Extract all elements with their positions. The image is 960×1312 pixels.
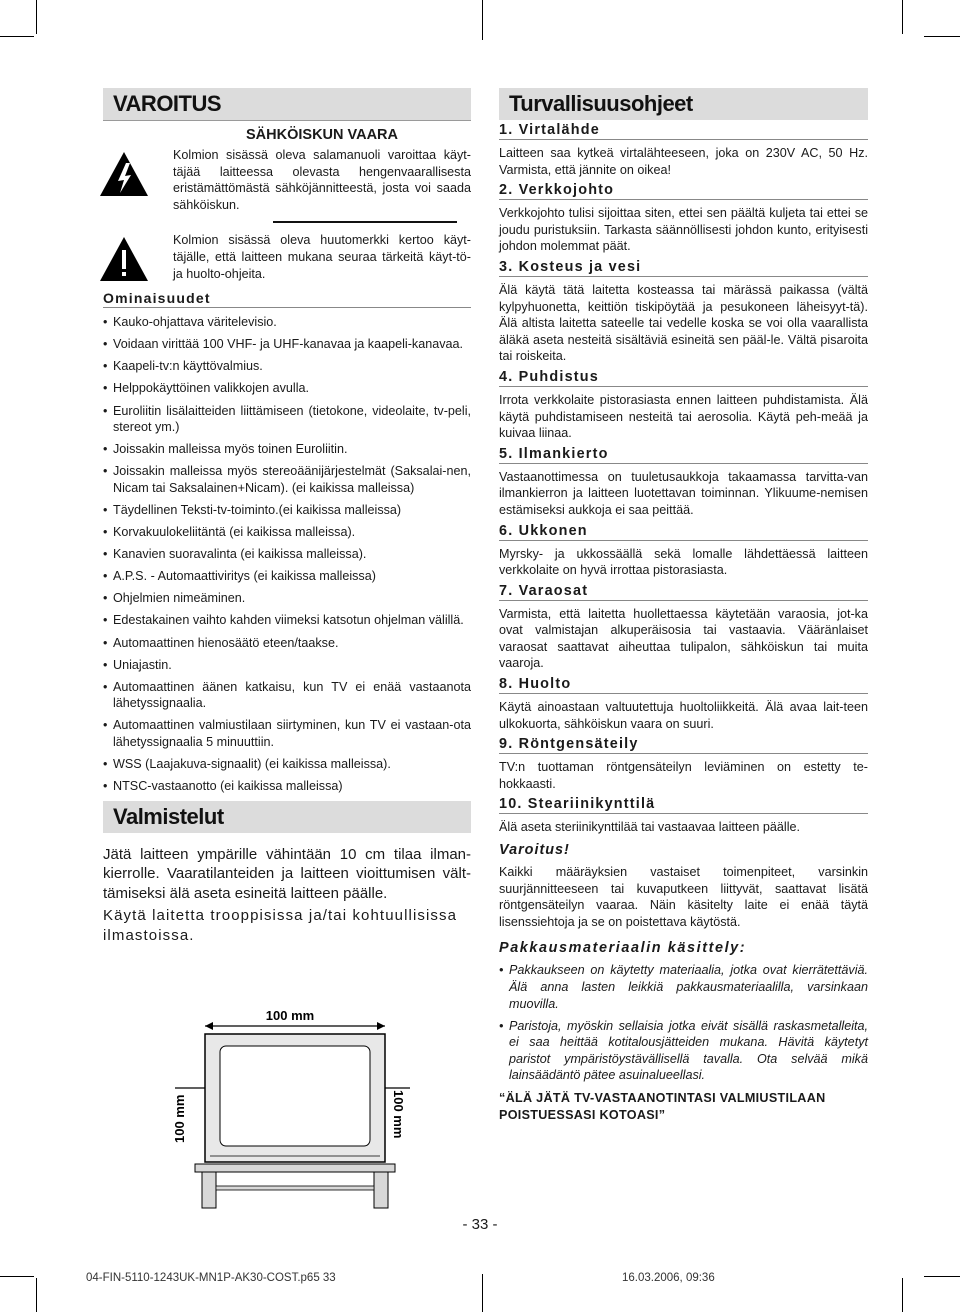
feature-item: • Ohjelmien nimeäminen.: [103, 590, 471, 607]
footer-date: 16.03.2006, 09:36: [622, 1272, 715, 1284]
preparation-text: Jätä laitteen ympärille vähintään 10 cm tilaa ilman-kierrolle. Vaaratilanteiden ja laitteen vioittumisen vält-tämiseksi älä aseta esineitä laitteen päälle.: [103, 845, 471, 902]
feature-item: • WSS (Laajakuva-signaalit) (ei kaikissa malleissa).: [103, 756, 471, 773]
varoitus-title: VAROITUS: [113, 91, 222, 116]
arrow-right-icon: [377, 1022, 385, 1030]
stand-shelf: [216, 1186, 374, 1190]
safety-section-heading: 6. Ukkonen: [499, 523, 868, 541]
stand-top: [195, 1164, 395, 1172]
crop-mark: [924, 1276, 960, 1277]
safety-section-text: Varmista, että laitetta huollettaessa käytetään varaosia, jot-ka ovat valmistajan alkuperäisosia tai vastaavia. Vääränlaiset varaosat saattavat aiheuttaa tulipalon, sähköiskun tai muita vaaroja.: [499, 606, 868, 671]
pakkaus-heading: Pakkausmateriaalin käsittely:: [499, 940, 747, 957]
feature-item: • Kauko-ohjattava väritelevisio.: [103, 314, 471, 331]
footer-filename: 04-FIN-5110-1243UK-MN1P-AK30-COST.p65 33: [86, 1272, 336, 1284]
safety-section-heading: 1. Virtalähde: [499, 122, 868, 140]
crop-mark: [36, 0, 37, 34]
feature-item: • Automaattinen hienosäätö eteen/taakse.: [103, 635, 471, 652]
safety-section-heading: 4. Puhdistus: [499, 369, 868, 387]
feature-item: • Korvakuulokeliitäntä (ei kaikissa malleissa).: [103, 524, 471, 541]
lightning-warning-text: Kolmion sisässä oleva salamanuoli varoittaa käyt-täjää laitteessa olevasta hengenvaarallisesta eristämättömästä sähköjännitteestä, josta voi saada sähköiskun.: [173, 148, 471, 212]
lightning-warning: [103, 147, 471, 213]
safety-section-text: Älä käytä tätä laitetta kosteassa tai märässä paikassa (vältä kylpyhuonetta, keittiön tiskipöytää ja pesukoneen läheisyyt-tä). Älä altista laitetta sateelle tai vedelle koska se voi olla vaarallista äläkä aseta nesteitä sisältäviä esineitä sen pääl-le. Vältä pisaroita tai roiskeita.: [499, 282, 868, 364]
safety-section-text: Verkkojohto tulisi sijoittaa siten, ettei sen päältä kuljeta tai ettei se joudu puristuksiin. Tarkasta säännöllisesti johdon kunto, erityisesti johdon molemmat päät.: [499, 206, 868, 254]
top-clearance-label: 100 mm: [265, 1008, 315, 1023]
safety-section-heading: 9. Röntgensäteily: [499, 736, 868, 754]
crop-mark: [482, 0, 483, 40]
crop-mark: [0, 36, 34, 37]
features-list: [103, 314, 471, 795]
right-clearance-label: 100 mm: [391, 1090, 406, 1139]
exclamation-warning: [103, 232, 471, 282]
right-column: [499, 88, 868, 1123]
safety-section-heading: 10. Steariinikynttilä: [499, 796, 868, 814]
stand-leg: [202, 1172, 216, 1208]
exclamation-triangle-icon: [99, 236, 149, 282]
feature-item: • Helppokäyttöinen valikkojen avulla.: [103, 380, 471, 397]
crop-mark: [902, 0, 903, 34]
tv-screen: [220, 1046, 370, 1146]
safety-section-heading: 7. Varaosat: [499, 583, 868, 601]
left-column: [103, 88, 471, 945]
crop-mark: [0, 1276, 34, 1277]
feature-item: • Automaattinen äänen katkaisu, kun TV ei enää vastaanota lähetyssignaalia.: [103, 679, 471, 712]
climate-text: Käytä laitetta trooppisissa ja/tai kohtuullisissa ilmastoissa.: [103, 907, 458, 944]
safety-section-text: Myrsky- ja ukkossäällä sekä lomalle lähdettäessä laitteen verkkolaite on hyvä irrottaa pistorasiasta.: [499, 546, 868, 578]
pakkaus-list: [499, 962, 868, 1084]
feature-item: • Joissakin malleissa myös toinen Euroliitin.: [103, 441, 471, 458]
feature-item: • Automaattinen valmiustilaan siirtyminen, kun TV ei vastaan-ota lähetyssignaalia 5 minuuttiin.: [103, 717, 471, 750]
feature-item: • Voidaan virittää 100 VHF- ja UHF-kanavaa ja kaapeli-kanavaa.: [103, 336, 471, 353]
features-heading: Ominaisuudet: [103, 290, 471, 308]
safety-sections: [499, 122, 868, 836]
safety-section-text: Älä aseta steriinikynttilää tai vastaavaa laitteen päälle.: [499, 820, 801, 835]
left-clearance-label: 100 mm: [172, 1094, 187, 1143]
crop-mark: [36, 1278, 37, 1312]
feature-item: • Täydellinen Teksti-tv-toiminto.(ei kaikissa malleissa): [103, 502, 471, 519]
safety-section-text: Laitteen saa kytkeä virtalähteeseen, joka on 230V AC, 50 Hz. Varmista, että jännite on oikea!: [499, 146, 868, 177]
safety-section-text: Vastaanottimessa on tuuletusaukkoja takaamassa tarvitta-van ilmankierron ja laitteen luotettavan toiminnan. Ylikuume-nemisen estämiseksi aukkoja ei saa peittää.: [499, 469, 868, 517]
divider: [273, 221, 457, 223]
safety-section-heading: 5. Ilmankierto: [499, 446, 868, 464]
crop-mark: [924, 36, 960, 37]
feature-item: • Kaapeli-tv:n käyttövalmius.: [103, 358, 471, 375]
varoitus-banner: [103, 88, 471, 121]
turvallisuus-title: Turvallisuusohjeet: [509, 91, 693, 116]
safety-section-heading: 2. Verkkojohto: [499, 182, 868, 200]
varoitus-text: Kaikki määräyksien vastaiset toimenpiteet, varsinkin suurjännitteeseen tai kuvaputkeen liittyvät, saattavat lisätä röntgensäteilyn vaaraa. Näin käsitelty laite ei enää täytä lisenssiehtoja ja se on poistettava käytöstä.: [499, 865, 868, 929]
tv-clearance-diagram: [160, 998, 420, 1210]
crop-mark: [482, 1274, 483, 1312]
exclamation-warning-text: Kolmion sisässä oleva huutomerkki kertoo käyt-täjälle, että laitteen mukana seuraa tärkeitä käyt-tö- ja huolto-ohjeita.: [173, 233, 471, 281]
feature-item: • NTSC-vastaanotto (ei kaikissa malleissa): [103, 778, 471, 795]
stand-leg: [374, 1172, 388, 1208]
feature-item: • Kanavien suoravalinta (ei kaikissa malleissa).: [103, 546, 471, 563]
standby-notice: “ÄLÄ JÄTÄ TV-VASTAANOTINTASI VALMIUSTILAAN POISTUESSASI KOTOASI”: [499, 1091, 826, 1122]
feature-item: • Edestakainen vaihto kahden viimeksi katsotun ohjelman välillä.: [103, 612, 471, 629]
arrow-left-icon: [205, 1022, 213, 1030]
valmistelut-title: Valmistelut: [113, 803, 224, 829]
lightning-triangle-icon: [99, 151, 149, 197]
crop-mark: [902, 1278, 903, 1312]
turvallisuus-banner: [499, 88, 868, 120]
safety-section-heading: 8. Huolto: [499, 676, 868, 694]
safety-section-text: Irrota verkkolaite pistorasiasta ennen laitteen puhdistamista. Älä käytä puhdistamiseen nesteitä tai aerosolia. Käytä peh-meää ja kuivaa liinaa.: [499, 392, 868, 441]
safety-section-heading: 3. Kosteus ja vesi: [499, 259, 868, 277]
safety-section-text: TV:n tuottaman röntgensäteilyn leviäminen on estetty te-hokkaasti.: [499, 760, 868, 791]
feature-item: • Joissakin malleissa myös stereoäänijärjestelmät (Saksalai-nen, Nicam tai Saksalainen+Nicam). (ei kaikissa malleissa): [103, 463, 471, 496]
feature-item: • Uniajastin.: [103, 657, 471, 674]
feature-item: • A.P.S. - Automaattiviritys (ei kaikissa malleissa): [103, 568, 471, 585]
shock-heading: SÄHKÖISKUN VAARA: [246, 127, 398, 143]
feature-item: • Euroliitin lisälaitteiden liittämiseen (tietokone, videolaite, tv-peli, stereot ym.): [103, 403, 471, 436]
pakkaus-item: • Paristoja, myöskin sellaisia jotka eivät sisällä raskasmetalleita, ei saa heittää kotitalousjätteiden mukana. Hävitä käytetyt paristot ympäristöystävällisellä tavalla. Ota selvää mikä lainsäädäntö pätee asuinalueellasi.: [499, 1018, 868, 1084]
varoitus-heading: Varoitus!: [499, 842, 570, 859]
page-number: - 33 -: [462, 1216, 498, 1233]
pakkaus-item: • Pakkaukseen on käytetty materiaalia, jotka ovat kierrätettäviä. Älä anna lasten leikkiä pakkausmateriaalilla, varsinkaan muovilla.: [499, 962, 868, 1012]
safety-section-text: Käytä ainoastaan valtuutettuja huoltoliikkeitä. Älä avaa lait-teen ulkokuorta, sähköiskun vaara on suuri.: [499, 700, 868, 731]
valmistelut-banner: [103, 801, 471, 833]
